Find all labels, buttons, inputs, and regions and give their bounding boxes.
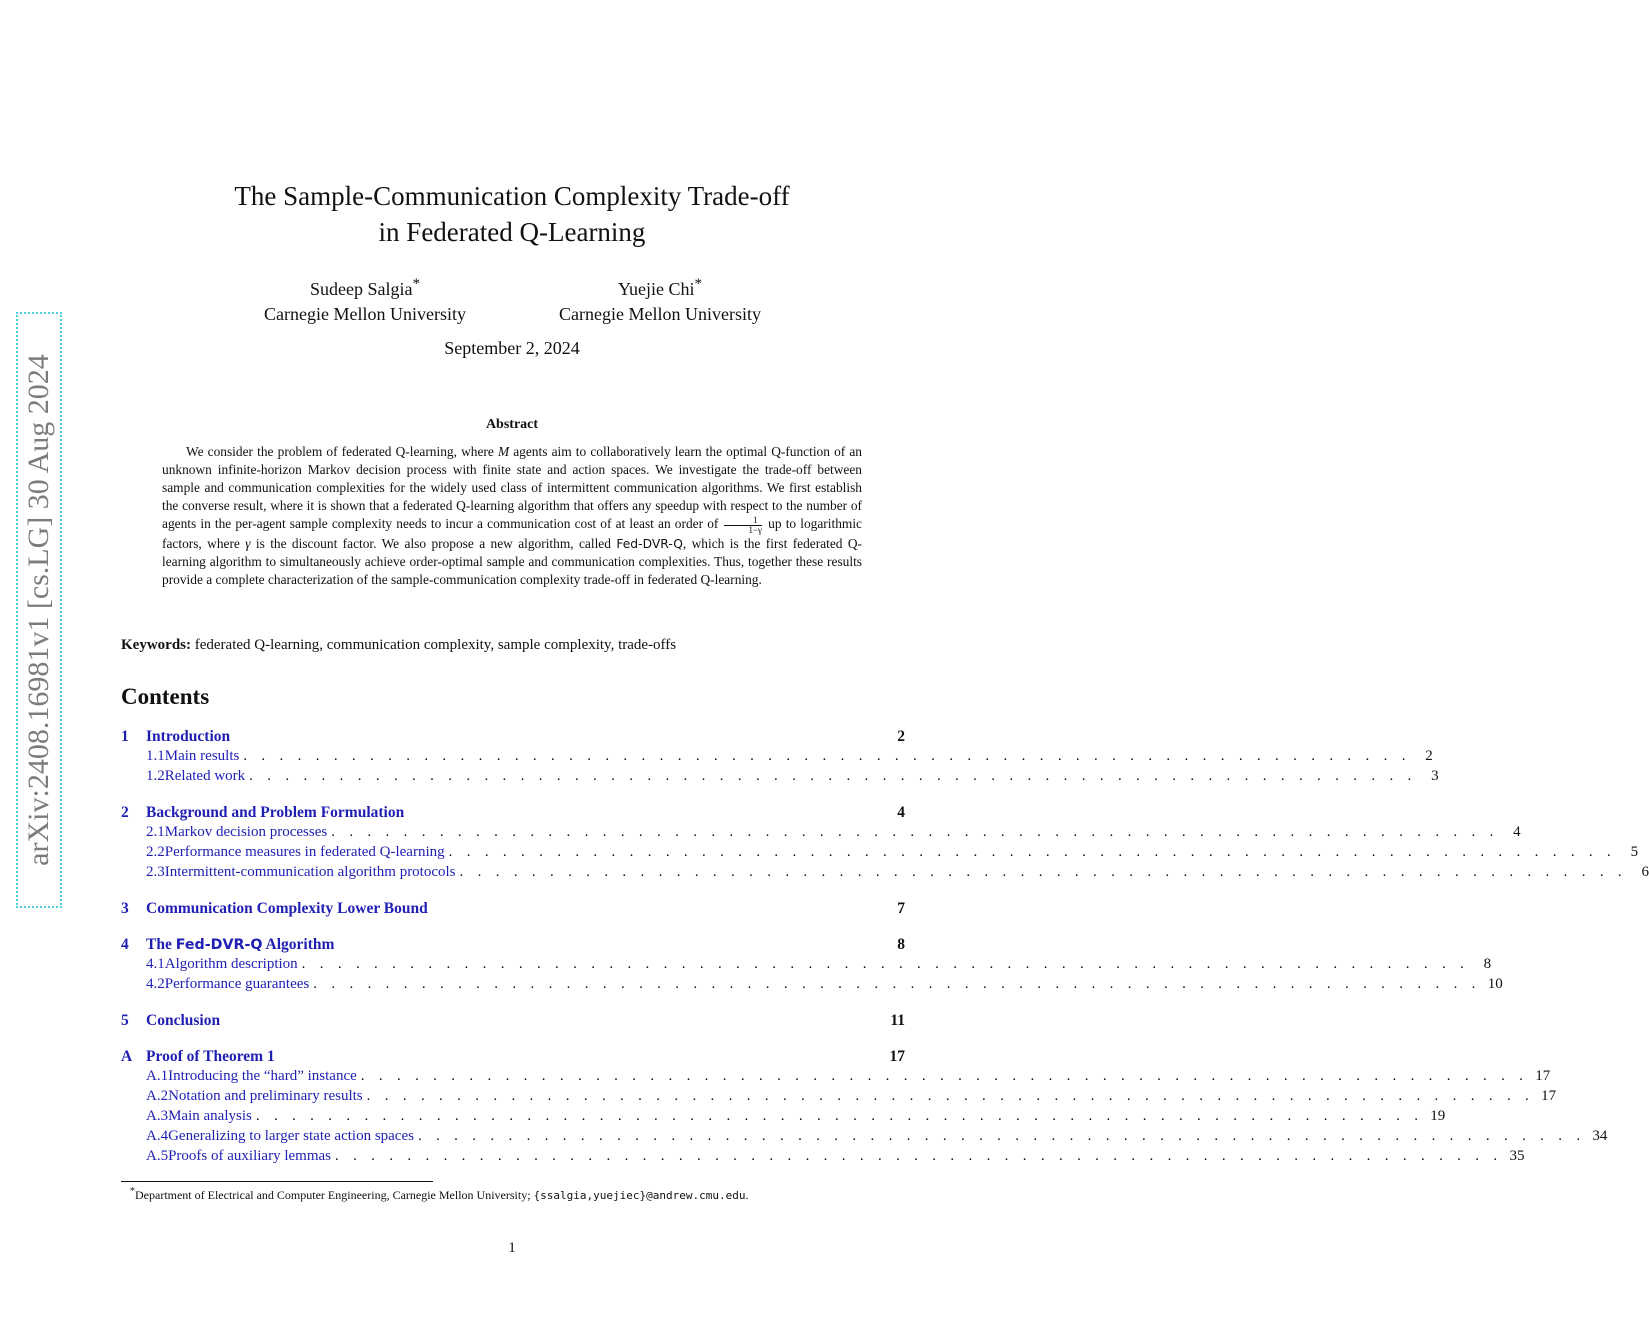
footnote-rule	[121, 1181, 433, 1182]
toc-section-4[interactable]	[121, 936, 905, 956]
toc-subsection-page: 35	[1509, 1148, 1525, 1164]
abstract-fraction	[724, 516, 762, 535]
toc-subsection-number: 4.2	[146, 976, 165, 992]
toc-subsection-page: 34	[1592, 1128, 1608, 1144]
toc-leader-dots: . . . . . . . . . . . . . . . . . . . . . . . . . . . . . . . . . . . . . . . . . . . . . . . . . . . . . . . . . . . . . . . . .	[301, 956, 1470, 972]
abstract-text-2: agents aim to collaboratively learn the optimal Q-function of an unknown infinite-horizon Markov decision process with finite state and action spaces. We investigate the trade-off between sample and communication complexities for the widely used class of intermittent communication algorithms. We first establish the converse result, where it is shown that a federated Q-learning algorithm that offers any speedup with respect to the number of agents in the per-agent sample complexity needs to incur a communication cost of at least an order of	[162, 444, 863, 532]
toc-section-page: 4	[897, 804, 905, 821]
toc-subsection-a-1[interactable]	[121, 1068, 1551, 1088]
author-1-name: Sudeep Salgia	[310, 279, 413, 299]
toc-title-prefix: The	[146, 936, 176, 953]
toc-subsection-a-5[interactable]	[121, 1148, 1525, 1168]
keywords	[121, 637, 921, 654]
toc-leader-dots: . . . . . . . . . . . . . . . . . . . . . . . . . . . . . . . . . . . . . . . . . . . . . . . . . . . . . . . . . . . . . . . . .	[249, 768, 1417, 784]
toc-subsection-title[interactable]: Intermittent-communication algorithm protocols	[164, 864, 456, 880]
toc-section-5[interactable]	[121, 1012, 905, 1032]
toc-leader-dots: . . . . . . . . . . . . . . . . . . . . . . . . . . . . . . . . . . . . . . . . . . . . . . . . . . . . . . . . . . . . . . . . .	[459, 864, 1627, 880]
toc-section-page: 8	[897, 936, 905, 953]
toc-subsection-page: 6	[1641, 864, 1649, 880]
toc-section-title[interactable]: Communication Complexity Lower Bound	[146, 900, 428, 917]
toc-subsection-page: 5	[1630, 844, 1639, 860]
abstract-text-1: We consider the problem of federated Q-learning, where	[186, 444, 498, 459]
toc-leader-dots: . . . . . . . . . . . . . . . . . . . . . . . . . . . . . . . . . . . . . . . . . . . . . . . . . . . . . . . . . . . . . . . . .	[255, 1108, 1424, 1124]
toc-section-2[interactable]	[121, 804, 905, 824]
toc-leader-dots: . . . . . . . . . . . . . . . . . . . . . . . . . . . . . . . . . . . . . . . . . . . . . . . . . . . . . . . . . . . . . . . . .	[331, 824, 1499, 840]
toc-subsection-number: A.5	[146, 1148, 169, 1164]
fraction-numerator: 1	[724, 516, 762, 526]
toc-section-title[interactable]: Proof of Theorem 1	[146, 1048, 275, 1065]
toc-subsection-title[interactable]: Introducing the “hard” instance	[168, 1068, 357, 1084]
toc-section-number: 3	[121, 900, 129, 917]
toc-subsection-title[interactable]: Main analysis	[168, 1108, 252, 1124]
toc-subsection-page: 17	[1541, 1088, 1557, 1104]
toc-section-number: 4	[121, 936, 129, 953]
toc-subsection-4-2[interactable]	[121, 976, 1503, 996]
table-of-contents	[121, 728, 1649, 1168]
toc-leader-dots: . . . . . . . . . . . . . . . . . . . . . . . . . . . . . . . . . . . . . . . . . . . . . . . . . . . . . . . . . . . . . . . . .	[313, 976, 1481, 992]
toc-leader-dots: . . . . . . . . . . . . . . . . . . . . . . . . . . . . . . . . . . . . . . . . . . . . . . . . . . . . . . . . . . . . . . . . .	[243, 748, 1411, 764]
footnote-mark: *	[130, 1186, 135, 1197]
footnote	[130, 1186, 748, 1203]
toc-section-title[interactable]: Background and Problem Formulation	[146, 804, 405, 821]
toc-subsection-number: A.1	[146, 1068, 169, 1084]
toc-section-number: 1	[121, 728, 129, 745]
toc-subsection-title[interactable]: Markov decision processes	[164, 824, 328, 840]
toc-subsection-title[interactable]: Notation and preliminary results	[168, 1088, 363, 1104]
footnote-end: .	[745, 1188, 749, 1202]
toc-subsection-page: 19	[1430, 1108, 1446, 1124]
toc-leader-dots: . . . . . . . . . . . . . . . . . . . . . . . . . . . . . . . . . . . . . . . . . . . . . . . . . . . . . . . . . . . . . . . . .	[360, 1068, 1529, 1084]
toc-subsection-1-2[interactable]	[121, 768, 1439, 788]
author-2-affiliation: Carnegie Mellon University	[559, 304, 761, 324]
abstract-text-3: up to logarithmic factors, where	[162, 516, 862, 551]
abstract-heading: Abstract	[485, 417, 539, 432]
toc-section-number: 5	[121, 1012, 129, 1029]
abstract-text-4: is the discount factor. We also propose a new algorithm, called	[250, 535, 617, 551]
author-2-name: Yuejie Chi	[618, 279, 695, 299]
toc-subsection-page: 17	[1535, 1068, 1551, 1084]
toc-subsection-number: A.3	[146, 1108, 169, 1124]
toc-leader-dots: . . . . . . . . . . . . . . . . . . . . . . . . . . . . . . . . . . . . . . . . . . . . . . . . . . . . . . . . . . . . . . . . .	[366, 1088, 1535, 1104]
toc-algorithm-name: Fed-DVR-Q	[175, 937, 263, 953]
toc-subsection-title[interactable]: Related work	[164, 768, 246, 784]
toc-subsection-title[interactable]: Proofs of auxiliary lemmas	[168, 1148, 331, 1164]
author-1-mark: *	[412, 276, 420, 292]
toc-subsection-page: 3	[1431, 768, 1439, 784]
author-2	[535, 272, 785, 327]
toc-subsection-number: 1.2	[146, 768, 165, 784]
toc-subsection-2-3[interactable]	[121, 864, 1649, 884]
author-1-affiliation: Carnegie Mellon University	[264, 304, 466, 324]
keywords-text: federated Q-learning, communication complexity, sample complexity, trade-offs	[194, 637, 677, 653]
toc-subsection-title[interactable]: Main results	[164, 748, 240, 764]
toc-section-page: 17	[889, 1048, 905, 1065]
toc-subsection-a-4[interactable]	[121, 1128, 1608, 1148]
toc-subsection-page: 4	[1513, 824, 1521, 840]
toc-subsection-2-2[interactable]	[121, 844, 1639, 864]
abstract-var-m: M	[497, 444, 510, 459]
arxiv-stamp	[16, 312, 62, 908]
toc-title-suffix: Algorithm	[262, 936, 335, 953]
toc-subsection-1-1[interactable]	[121, 748, 1433, 768]
toc-subsection-page: 8	[1483, 956, 1492, 972]
toc-section-page: 11	[890, 1012, 905, 1029]
toc-subsection-page: 10	[1487, 976, 1503, 992]
toc-section-page: 2	[897, 728, 905, 745]
toc-subsection-number: A.2	[146, 1088, 169, 1104]
toc-section-1[interactable]	[121, 728, 905, 748]
paper-date: September 2, 2024	[444, 338, 580, 358]
fraction-denominator: 1−γ	[748, 524, 763, 535]
toc-subsection-number: 4.1	[146, 956, 165, 972]
title-line-2: in Federated Q-Learning	[378, 217, 646, 247]
toc-subsection-number: 1.1	[146, 748, 165, 764]
toc-subsection-2-1[interactable]	[121, 824, 1521, 844]
toc-leader-dots: . . . . . . . . . . . . . . . . . . . . . . . . . . . . . . . . . . . . . . . . . . . . . . . . . . . . . . . . . . . . . . . . .	[417, 1128, 1586, 1144]
abstract-text-5: , which is the first federated Q-learning algorithm to simultaneously achieve order-optimal sample and communication complexities. Thus, together these results provide a complete characterization of the sample-communication complexity trade-off in federated Q-learning.	[162, 535, 862, 587]
abstract-body	[162, 443, 862, 589]
toc-section-title[interactable]: Introduction	[146, 728, 231, 745]
toc-section-number: 2	[121, 804, 129, 821]
toc-section-number: A	[121, 1048, 133, 1065]
toc-section-title[interactable]: Conclusion	[146, 1012, 221, 1029]
toc-leader-dots: . . . . . . . . . . . . . . . . . . . . . . . . . . . . . . . . . . . . . . . . . . . . . . . . . . . . . . . . . . . . . . . . .	[448, 844, 1617, 860]
toc-leader-dots: . . . . . . . . . . . . . . . . . . . . . . . . . . . . . . . . . . . . . . . . . . . . . . . . . . . . . . . . . . . . . . . . .	[334, 1148, 1503, 1164]
toc-subsection-a-3[interactable]	[121, 1108, 1446, 1128]
toc-section-title[interactable]	[146, 936, 897, 954]
page-number: 1	[508, 1240, 516, 1256]
paper-title	[0, 178, 1024, 250]
toc-subsection-title[interactable]: Generalizing to larger state action spaces	[168, 1128, 414, 1144]
toc-subsection-page: 2	[1425, 748, 1433, 764]
toc-section-page: 7	[897, 900, 905, 917]
toc-subsection-title[interactable]: Performance measures in federated Q-learning	[164, 844, 445, 860]
keywords-label: Keywords:	[121, 637, 191, 653]
toc-subsection-number: 2.2	[146, 844, 165, 860]
toc-subsection-number: 2.3	[146, 864, 165, 880]
abstract-var-gamma: γ	[245, 535, 251, 551]
toc-subsection-title[interactable]: Performance guarantees	[164, 976, 310, 992]
contents-heading: Contents	[121, 684, 210, 709]
title-line-1: The Sample-Communication Complexity Trade-off	[234, 181, 790, 211]
toc-subsection-number: 2.1	[146, 824, 165, 840]
toc-subsection-number: A.4	[146, 1128, 169, 1144]
abstract-algorithm-name: Fed-DVR-Q	[616, 536, 683, 551]
toc-subsection-4-1[interactable]	[121, 956, 1492, 976]
toc-section-a[interactable]	[121, 1048, 905, 1068]
toc-section-3[interactable]	[121, 900, 905, 920]
arxiv-stamp-text: arXiv:2408.16981v1 [cs.LG] 30 Aug 2024	[22, 354, 55, 866]
footnote-text: Department of Electrical and Computer Engineering, Carnegie Mellon University;	[135, 1188, 534, 1202]
toc-subsection-title[interactable]: Algorithm description	[164, 956, 298, 972]
author-1	[240, 272, 490, 327]
author-2-mark: *	[694, 276, 702, 292]
footnote-email[interactable]: {ssalgia,yuejiec}@andrew.cmu.edu	[533, 1189, 746, 1202]
toc-subsection-a-2[interactable]	[121, 1088, 1557, 1108]
